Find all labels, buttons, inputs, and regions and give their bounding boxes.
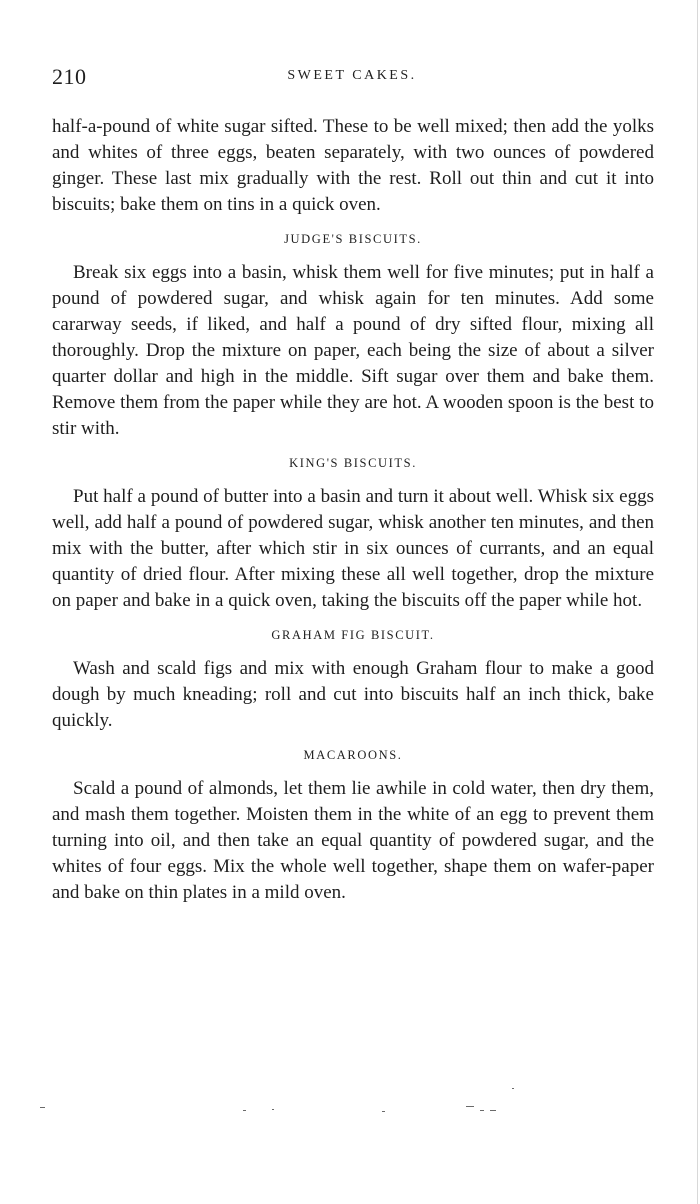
recipe-text-macaroons: Scald a pound of almonds, let them lie awhile in cold water, then dry them, and mash them together. Moisten them in the white of an egg to prevent them turning into oil, and then take an equal quantity of powdered sugar, and the whites of four eggs. Mix the whole well together, shape them on wafer-paper and bake on thin plates in a mild oven. — [52, 778, 654, 903]
recipe-title-graham-fig-biscuit: GRAHAM FIG BISCUIT. — [271, 628, 435, 642]
speck — [466, 1106, 474, 1107]
recipe-title-judges-biscuits: JUDGE'S BISCUITS. — [284, 232, 422, 246]
speck — [490, 1110, 496, 1111]
recipe-title-kings-biscuits: KING'S BISCUITS. — [289, 456, 417, 470]
speck — [382, 1111, 385, 1112]
continuation-paragraph: half-a-pound of white sugar sifted. These to be well mixed; then add the yolks and whites of three eggs, beaten separately, with two ounces of powdered ginger. These last mix gradually with the rest. Roll out thin and cut it into biscuits; bake them on tins in a quick oven. — [52, 116, 654, 215]
print-specks — [0, 1080, 700, 1120]
speck — [480, 1110, 484, 1111]
recipe-text-kings-biscuits: Put half a pound of butter into a basin and turn it about well. Whisk six eggs well, add half a pound of powdered sugar, whisk another ten minutes, and then mix with the butter, after which stir in six ounces of currants, and an equal quantity of dried flour. After mixing these all well together, drop the mixture on paper and bake in a quick oven, taking the biscuits off the paper while hot. — [52, 486, 654, 611]
running-head — [52, 64, 652, 92]
speck — [243, 1110, 246, 1111]
recipe-text-judges-biscuits: Break six eggs into a basin, whisk them well for five minutes; put in half a pound of powdered sugar, and whisk again for ten minutes. Add some cararway seeds, if liked, and half a pound of dry sifted flour, mixing all thoroughly. Drop the mixture on paper, each being the size of about a silver quarter dollar and high in the middle. Sift sugar over them and bake them. Remove them from the paper while they are hot. A wooden spoon is the best to stir with. — [52, 262, 654, 439]
recipe-title-macaroons: MACAROONS. — [303, 748, 403, 762]
page-body — [52, 114, 654, 906]
speck — [512, 1088, 514, 1089]
page-number: 210 — [52, 64, 87, 89]
speck — [40, 1107, 45, 1108]
page-edge — [697, 0, 698, 1204]
running-title: SWEET CAKES. — [287, 68, 417, 83]
recipe-text-graham-fig-biscuit: Wash and scald figs and mix with enough Graham flour to make a good dough by much kneading; roll and cut into biscuits half an inch thick, bake quickly. — [52, 658, 654, 731]
speck — [272, 1109, 274, 1110]
